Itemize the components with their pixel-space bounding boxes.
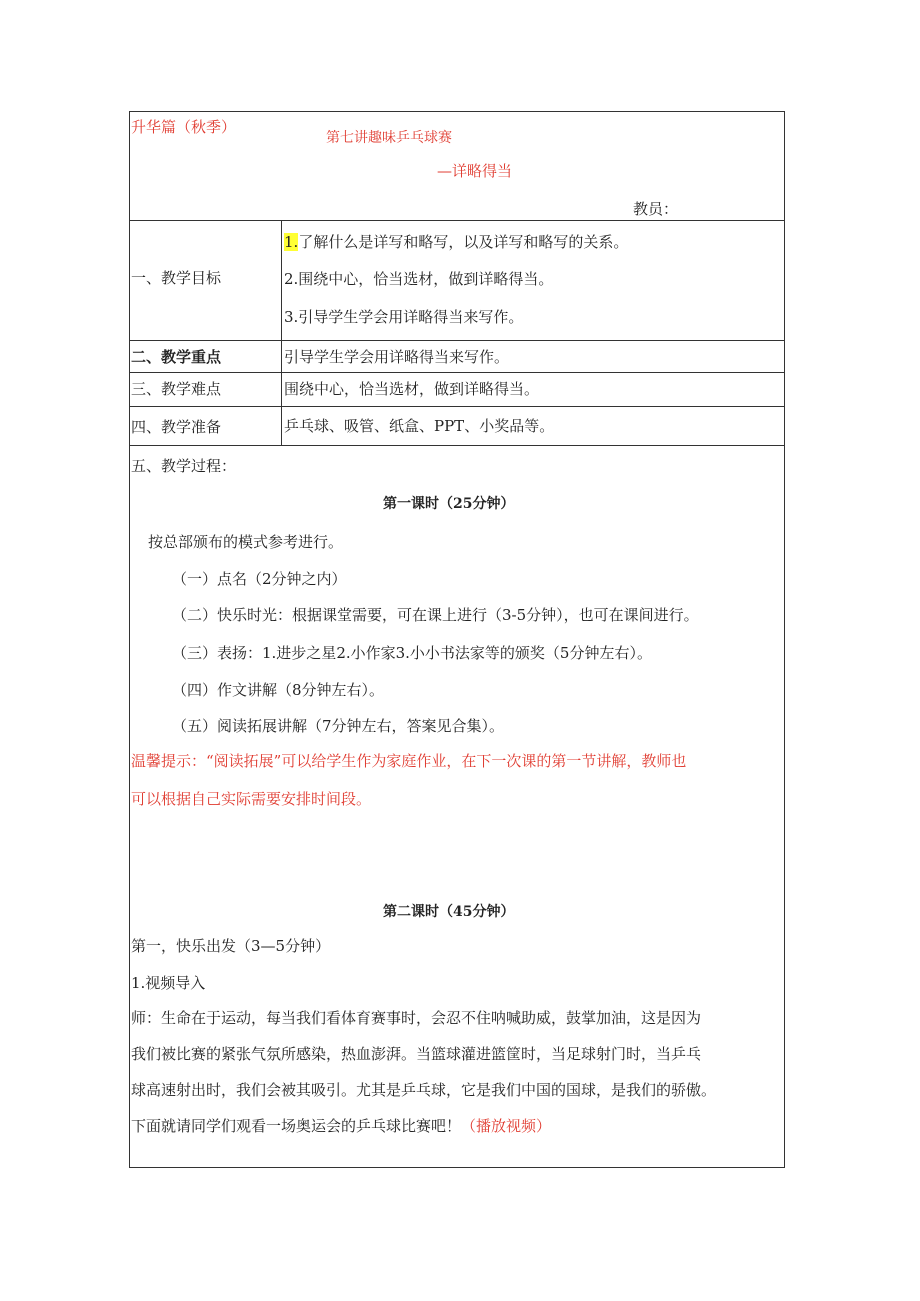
step-item: （四）作文讲解（8分钟左右）。 [172,681,385,699]
step-item: （三）表扬：1.进步之星2.小作家3.小小书法家等的颁奖（5分钟左右）。 [172,644,652,662]
objective-text: 了解什么是详写和略写，以及详写和略写的关系。 [298,233,629,251]
process-label: 五、教学过程： [131,457,237,475]
preparation-label: 四、教学准备 [131,418,222,436]
objective-item-3: 3.引导学生学会用详略得当来写作。 [284,308,524,326]
divider [129,372,785,373]
play-video-note: （播放视频） [461,1117,552,1135]
tip-text: 温馨提示：“阅读拓展”可以给学生作为家庭作业，在下一次课的第一节讲解，教师也 [131,752,687,770]
difficulty-label: 三、教学难点 [131,380,222,398]
period-2-title: 第二课时（45分钟） [383,904,515,920]
key-point-label: 二、教学重点 [131,348,222,366]
objective-item-2: 2.围绕中心，恰当选材，做到详略得当。 [284,270,554,288]
lesson-subtitle: —详略得当 [437,162,513,180]
teacher-label: 教员： [633,200,679,218]
step-item: （二）快乐时光：根据课堂需要，可在课上进行（3-5分钟），也可在课间进行。 [172,606,699,624]
preparation-value: 乒乓球、吸管、纸盒、PPT、小奖品等。 [284,417,555,435]
step-item: （五）阅读拓展讲解（7分钟左右，答案见合集）。 [172,717,505,735]
divider [129,340,785,341]
section-heading: 第一，快乐出发（3—5分钟） [131,937,331,955]
difficulty-value: 围绕中心，恰当选材，做到详略得当。 [284,380,540,398]
paragraph-line: 我们被比赛的紧张气氛所感染，热血澎湃。当篮球灌进篮筐时，当足球射门时，当乒乓 [131,1045,702,1063]
sub-heading: 1.视频导入 [131,974,206,992]
lesson-title: 第七讲趣味乒乓球赛 [326,130,452,146]
objectives-label: 一、教学目标 [131,269,222,287]
divider [129,445,785,446]
paragraph-text: 下面就请同学们观看一场奥运会的乒乓球比赛吧！ [131,1117,462,1135]
paragraph-line: 师：生命在于运动，每当我们看体育赛事时，会忍不住呐喊助威，鼓掌加油，这是因为 [131,1009,702,1027]
paragraph-line [131,1116,551,1136]
period-1-title: 第一课时（25分钟） [383,496,515,512]
column-divider [281,220,282,445]
objective-number-highlight: 1. [284,233,299,251]
paragraph-line: 球高速射出时，我们会被其吸引。尤其是乒乓球，它是我们中国的国球，是我们的骄傲。 [131,1081,717,1099]
tip-text: 可以根据自己实际需要安排时间段。 [131,790,372,808]
divider [129,406,785,407]
divider [129,220,785,221]
period-1-intro: 按总部颁布的模式参考进行。 [148,533,344,551]
series-label: 升华篇（秋季） [131,118,237,136]
key-point-value: 引导学生学会用详略得当来写作。 [284,348,510,366]
step-item: （一）点名（2分钟之内） [172,570,347,588]
objective-item-1 [284,232,628,252]
